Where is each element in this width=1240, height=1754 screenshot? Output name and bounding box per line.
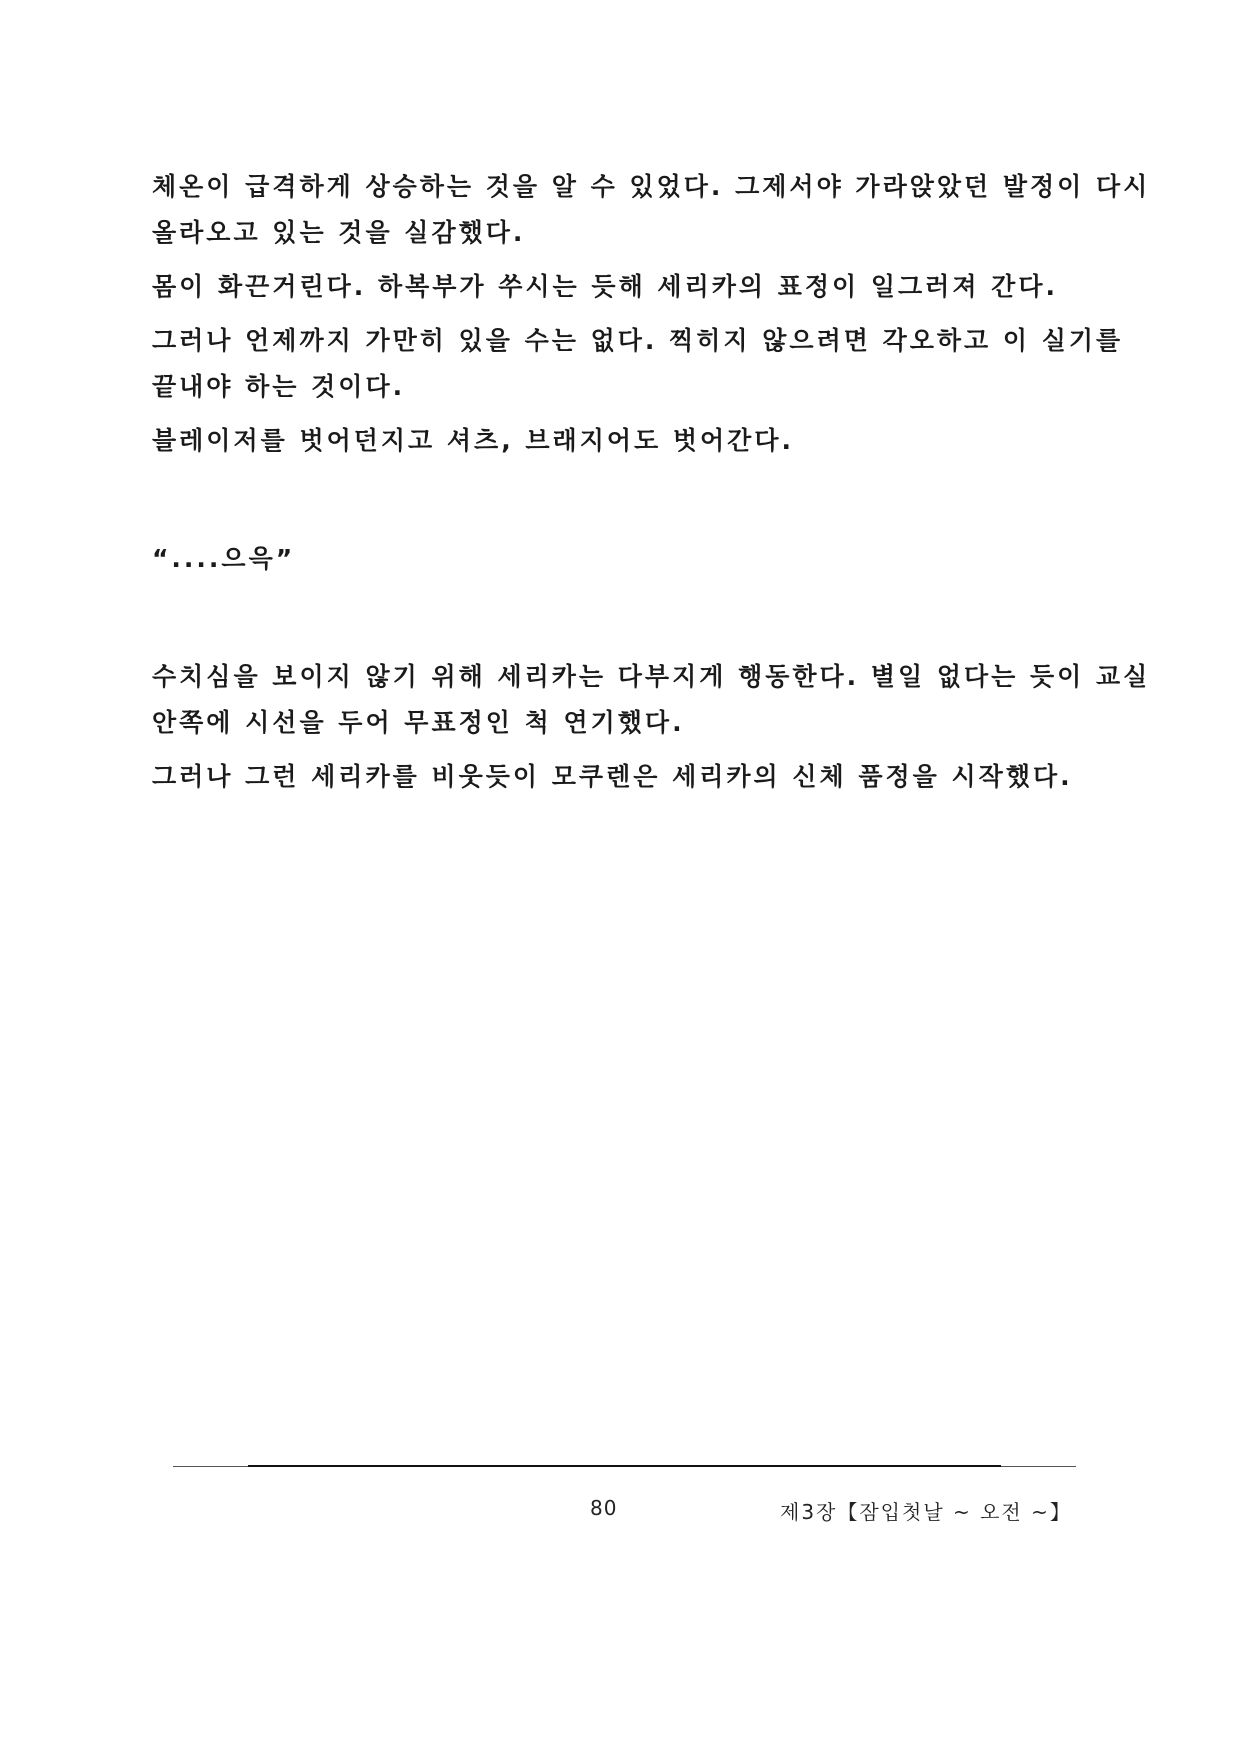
paragraph-6-line-2: 안쪽에 시선을 두어 무표정인 척 연기했다. [152, 708, 685, 737]
paragraph-7-line-1: 그러나 그런 세리카를 비웃듯이 모쿠렌은 세리카의 신체 품정을 시작했다. [152, 762, 1073, 791]
footer-divider-accent [248, 1465, 1001, 1467]
page-number: 80 [590, 1496, 618, 1520]
paragraph-7 [152, 754, 1092, 800]
paragraph-3 [152, 318, 1124, 410]
paragraph-4-line-1: 블레이저를 벗어던지고 셔츠, 브래지어도 벗어간다. [152, 426, 794, 455]
paragraph-4 [152, 418, 1092, 464]
paragraph-3-line-2: 끝내야 하는 것이다. [152, 372, 406, 401]
paragraph-6-line-1: 수치심을 보이지 않기 위해 세리카는 다부지게 행동한다. 별일 없다는 듯이 교실 [152, 662, 1151, 691]
chapter-title: 제3장【잠입첫날 ~ 오전 ~】 [780, 1500, 1072, 1524]
paragraph-3-line-1: 그러나 언제까지 가만히 있을 수는 없다. 찍히지 않으려면 각오하고 이 실기를 [152, 326, 1124, 355]
dialogue-line-text: “....으윽” [152, 544, 296, 573]
paragraph-2-line-1: 몸이 화끈거린다. 하복부가 쑤시는 듯해 세리카의 표정이 일그러져 간다. [152, 272, 1058, 301]
paragraph-6 [152, 654, 1151, 746]
paragraph-1 [152, 164, 1151, 256]
paragraph-1-line-2: 올라오고 있는 것을 실감했다. [152, 218, 526, 247]
paragraph-1-line-1: 체온이 급격하게 상승하는 것을 알 수 있었다. 그제서야 가라앉았던 발정이 다시 [152, 172, 1151, 201]
paragraph-2 [152, 264, 1092, 310]
dialogue-line [152, 536, 1092, 582]
page-body [152, 164, 1151, 800]
